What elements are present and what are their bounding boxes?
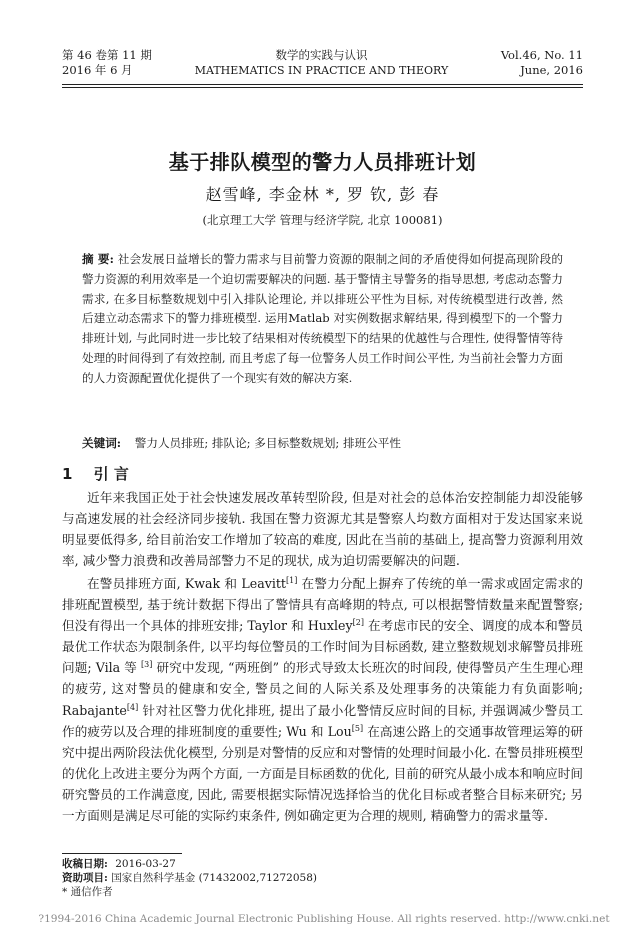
abstract-text: 社会发展日益增长的警力需求与目前警力资源的限制之间的矛盾使得如何提高现阶段的警力资源的利用效率是一个迫切需要解决的问题. 基于警情主导警务的指导思想, 考虑动态警力需求, 在多目标整数规划中引入排队论理论, 并以排班公平性为目标, 对传统模型进行改善, 然后建立动态需求下的警力排班模型. 运用Matlab 对实例数据求解结果, 得到模型下的一个警力排班计划, 与此同时进一步比较了结果相对传统模型下的结果的优越性与合理性, 使得警情等待处理的时间得到了有效控制, 而且考虑了每一位警务人员工作时间公平性, 为当前社会警力方面的人力资源配置优化提供了一个现实有效的解决方案. <box>82 252 563 385</box>
section-heading <box>62 463 129 484</box>
copyright-line: ?1994-2016 China Academic Journal Electronic Publishing House. All rights reserved. http://www.cnki.net <box>38 913 610 925</box>
corresponding-author: * 通信作者 <box>62 886 113 898</box>
received-date <box>62 857 462 871</box>
p2-part-b: 在警力分配上摒弃了传统的单一需求或固定需求的排班配置模型, 基于统计数据下得出了警情具有高峰期的特点, 可以根据警情数量来配置警察; 但没有得出一个具体的排班安排; Taylor 和 Huxley <box>62 576 583 634</box>
journal-vol-en <box>463 48 583 78</box>
citation-1: [1] <box>285 575 298 585</box>
intro-paragraph-1-text: 近年来我国正处于社会快速发展改革转型阶段, 但是对社会的总体治安控制能力却没能够与高速发展的社会经济同步接轨. 我国在警力资源尤其是警察人均数方面相对于发达国家来说明显要低得多, 给目前治安工作增加了较高的难度, 因此在当前的基础上, 提高警力资源利用效率, 减少警力浪费和改善局部警力不足的现状, 成为迫切需要解决的问题. <box>62 490 583 569</box>
fund-project <box>62 871 462 885</box>
keywords-label: 关键词: <box>82 436 122 450</box>
intro-paragraph-1 <box>62 487 583 571</box>
p2-part-a: 在警员排班方面, Kwak 和 Leavitt <box>87 576 286 591</box>
fund-label: 资助项目: <box>62 872 108 884</box>
fund-value: 国家自然科学基金 (71432002,71272058) <box>111 872 317 884</box>
p2-part-d: 研究中发现, “两班倒” 的形式导致太长班次的时间段, 使得警员产生生理心理的疲劳, 这对警员的健康和安全, 警员之间的人际关系及处理事务的决策能力有负面影响; Rabajante <box>62 660 583 718</box>
section-title: 引 言 <box>93 465 129 483</box>
header-rule-top <box>62 84 583 85</box>
citation-5: [5] <box>351 723 364 733</box>
p2-part-c: 在考虑市民的安全、调度的成本和警员最优工作状态为限制条件, 以平均每位警员的工作时间为目标函数, 建立整数规划求解警员排班问题; Vila 等 <box>62 618 583 676</box>
citation-2: [2] <box>352 618 364 627</box>
journal-name-en: MATHEMATICS IN PRACTICE AND THEORY <box>194 64 449 77</box>
abstract <box>82 250 563 389</box>
volume-issue: 第 46 卷第 11 期 <box>62 48 152 62</box>
footnote-rule <box>62 853 182 854</box>
keywords <box>82 434 563 454</box>
section-number: 1 <box>62 465 73 483</box>
received-label: 收稿日期: <box>62 858 108 870</box>
citation-4: [4] <box>126 702 139 712</box>
intro-paragraph-2 <box>62 573 583 826</box>
footnotes <box>62 857 462 899</box>
paper-title: 基于排队模型的警力人员排班计划 <box>168 150 477 174</box>
citation-3: [3] <box>141 660 153 670</box>
p2-part-f: 在高速公路上的交通事故管理运筹的研究中提出两阶段法优化模型, 分别是对警情的反应和对警情的处理时间最小化. 在警员排班模型的优化上改进主要分为两个方面, 一方面是目标函数的优化, 目前的研究从最小成本和响应时间研究警员的工作满意度, 因此, 需要根据实际情况选择恰当的优化目标或者整合目标来研究; 另一方面则是满足尽可能的实际约束条件, 例如确定更为合理的规则, 精确警力的需求量等. <box>62 723 583 824</box>
author-affiliation: (北京理工大学 管理与经济学院, 北京 100081) <box>202 213 443 227</box>
paper-authors: 赵雪峰, 李金林 *, 罗 钦, 彭 春 <box>205 185 440 204</box>
journal-name <box>170 48 473 78</box>
header-rule-bottom <box>62 87 583 88</box>
p2-part-e: 针对社区警力优化排班, 提出了最小化警情反应时间的目标, 并强调减少警员工作的疲劳以及合理的排班制度的重要性; Wu 和 Lou <box>62 702 583 739</box>
vol-no-en: Vol.46, No. 11 <box>500 48 583 62</box>
publication-date: 2016 年 6 月 <box>62 63 133 77</box>
keywords-text: 警力人员排班; 排队论; 多目标整数规划; 排班公平性 <box>134 436 401 450</box>
abstract-label: 摘 要: <box>82 252 114 266</box>
received-value: 2016-03-27 <box>115 858 176 870</box>
date-en: June, 2016 <box>520 63 583 77</box>
journal-name-cn: 数学的实践与认识 <box>275 48 368 62</box>
